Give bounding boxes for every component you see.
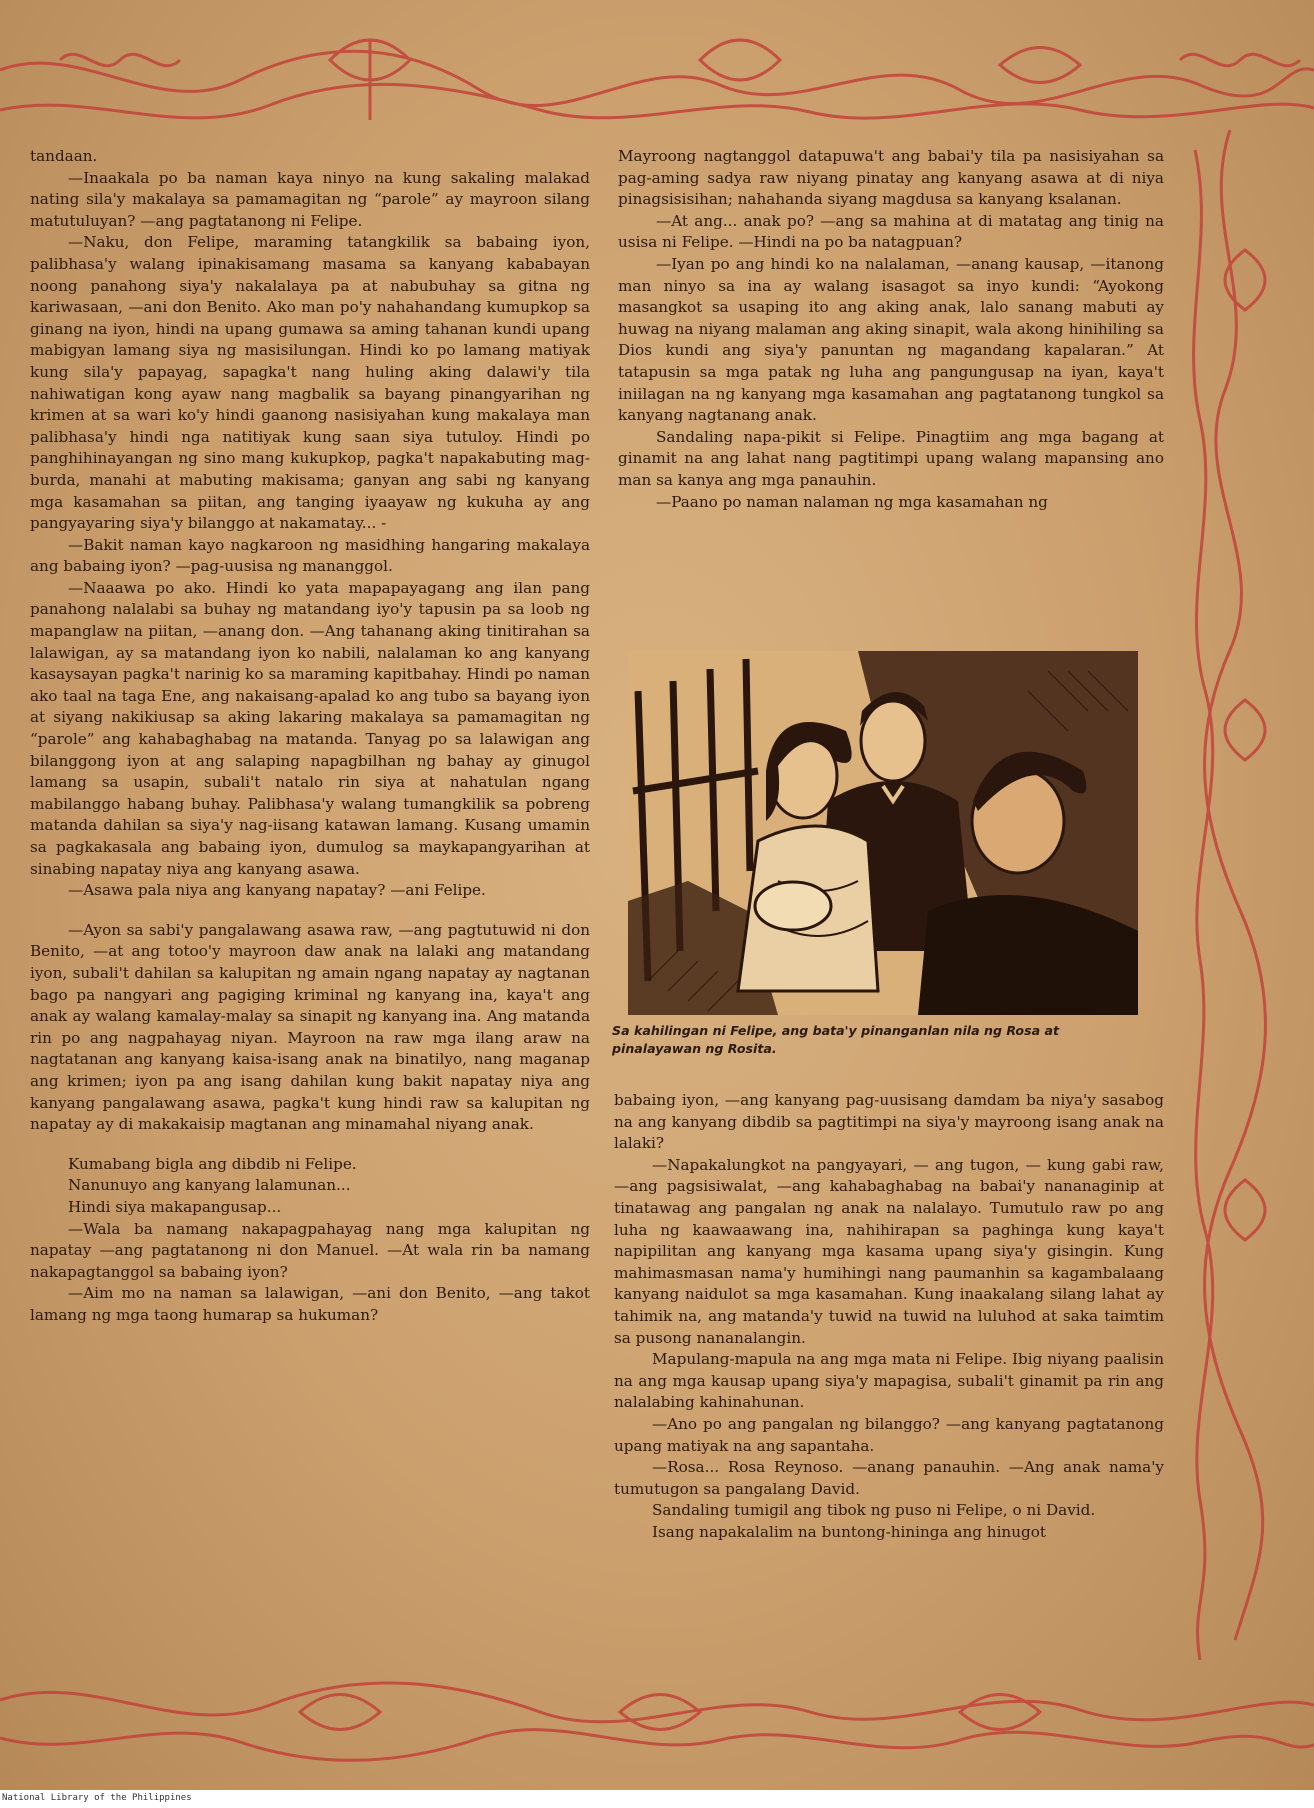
paragraph: —Napakalungkot na pangyayari, — ang tugon, — kung gabi raw, —ang pagsisiwalat, —ang kahabaghabag na babai'y nananaginip at tinatawag ang pangalan ng anak na nalalayo. Tumutulo raw po ang luha ng kaawaawang ina, nahihirapan sa paghinga kung kaya't napipilitan ang kanyang mga kasama upang siya'y gisingin. Kung mahimasmasan nama'y humihingi nang paumanhin sa kagambalaang kanyang naidulot sa mga kasamahan. Kung inaakalang silang lahat ay tahimik na, ang matanda'y tuwid na tuwid na luluhod at saka taimtim sa pusong nananalangin. — [614, 1155, 1164, 1347]
paragraph: —Aim mo na naman sa lalawigan, —ani don Benito, —ang takot lamang ng mga taong humarap sa hukuman? — [30, 1284, 590, 1324]
paragraph: —Ano po ang pangalan ng bilanggo? —ang kanyang pagtatanong upang matiyak na ang sapantaha. — [614, 1414, 1164, 1455]
paragraph: —Naku, don Felipe, maraming tatangkilik sa babaing iyon, palibhasa'y walang ipinakisamang masama sa kanyang kababayan noong panahong siya'y nakalalaya pa at nabubuhay sa gitna ng kariwasaan, —ani don Benito. Ako man po'y nahahandang kumupkop sa ginang na iyon, hindi na upang gumawa sa aming tahanan kundi upang mabigyan lamang siya ng masisilungan. Hindi ko po lamang matiyak kung sila'y papayag, sapagka't nang huling aking dalawi'y tila nahiwatigan kong ayaw nang magbalik sa bayang pinangyarihan ng krimen at sa wari ko'y hindi gaanong nasisiyahan kung makalaya man palibhasa'y hindi nga natitiyak kung saan siya tutuloy. Hindi po panghihinayangan ng sino mang kukupkop, pagka't napakabuting mag-burda, manahi at mabuting makisama; ganyan ang sabi ng kanyang mga kasamahan sa piitan, ang tanging iyaayaw ng kukuha ay ang pangyayaring siya'y bilanggo at nakamatay... - — [30, 233, 590, 533]
paragraph: —Iyan po ang hindi ko na nalalaman, —anang kausap, —itanong man ninyo sa ina ay walang isasagot sa inyo kundi: “Ayokong masangkot sa usaping ito ang aking anak, lalo sanang mabuti ay huwag na niyang malaman ang aking sinapit, wala akong hinihiling sa Dios kundi ang siya'y panuntan ng magandang kapalaran.” At tatapusin sa mga patak ng luha ang pangungusap na iyan, kaya't iniilagan na ng kanyang mga kasamahan ang pagtatanong tungkol sa kanyang nagtanang anak. — [618, 254, 1164, 425]
paragraph: —Naaawa po ako. Hindi ko yata mapapayagang ang ilan pang panahong nalalabi sa buhay ng matandang iyo'y tapusin pa sa loob ng mapanglaw na piitan, —anang don. —Ang tahanang aking tinitirahan sa lalawigan, ay sa matandang iyon ko nabili, nalalaman ko ang kanyang kasaysayan pagka't narinig ko sa maraming kapitbahay. Hindi po naman ako taal na taga Ene, ang nakaisang-apalad ko ang tubo sa bayang iyon at siyang nakikiusap sa aking lakaring makalaya sa pamamagitan ng “parole” ang kahabaghabag na matanda. Tanyag po sa lalawigan ang bilanggong iyon at ang salaping napagbilhan ng bahay ay ginugol lamang sa usapin, subali't natalo rin siya at nahatulan ngang mabilanggo habang buhay. Palibhasa'y walang tumangkilik sa pobreng matanda dahilan sa siya'y nag-iisang katawan lamang. Kusang umamin sa pagkakasala ang babaing iyon, dumulog sa maykapangyarihan at sinabing napatay niya ang kanyang asawa. — [30, 578, 590, 878]
paragraph: —Inaakala po ba naman kaya ninyo na kung sakaling malakad nating sila'y makalaya sa pamamagitan ng “parole” ay mayroon silang matutuluyan? —ang pagtatanong ni Felipe. — [30, 168, 590, 230]
paragraph: Sandaling tumigil ang tibok ng puso ni Felipe, o ni David. — [652, 1501, 1096, 1520]
paragraph: —Wala ba namang nakapagpahayag nang mga kalupitan ng napatay —ang pagtatanong ni don Manuel. —At wala rin ba namang nakapagtanggol sa babaing iyon? — [30, 1219, 590, 1281]
paragraph: Mapulang-mapula na ang mga mata ni Felipe. Ibig niyang paalisin na ang mga kausap upang siya'y mapagisa, subali't ginamit pa rin ang nalalabing kahinahunan. — [614, 1350, 1164, 1412]
right-text-column-top — [618, 146, 1164, 513]
paragraph: Kumabang bigla ang dibdib ni Felipe. — [68, 1154, 357, 1173]
right-text-column-bottom — [614, 1090, 1164, 1543]
left-text-column — [30, 146, 590, 1326]
paragraph: —Bakit naman kayo nagkaroon ng masidhing hangaring makalaya ang babaing iyon? —pag-uusisa ng mananggol. — [30, 535, 590, 576]
illustration-caption: Sa kahilingan ni Felipe, ang bata'y pinanganlan nila ng Rosa at pinalayawan ng Rosita. — [612, 1023, 1059, 1056]
paragraph: —Asawa pala niya ang kanyang napatay? —ani Felipe. — [68, 881, 486, 900]
paragraph: —At ang... anak po? —ang sa mahina at di matatag ang tinig na usisa ni Felipe. —Hindi na po ba natagpuan? — [618, 211, 1164, 252]
paragraph: Sandaling napa-pikit si Felipe. Pinagtiim ang mga bagang at ginamit na ang lahat nang pagtitimpi upang walang mapansing ano man sa kanya ang mga panauhin. — [618, 427, 1164, 489]
paragraph: Hindi siya makapangusap... — [68, 1197, 282, 1216]
paragraph: Isang napakalalim na buntong-hininga ang hinugot — [652, 1522, 1046, 1541]
story-illustration — [628, 651, 1138, 1015]
paragraph: Mayroong nagtanggol datapuwa't ang babai'y tila pa nasisiyahan sa pag-aming sadya raw niyang pinatay ang kanyang asawa at di niya pinagsisisihan; nahahanda siyang magdusa sa kanyang ksalanan. — [618, 147, 1164, 209]
library-footer: National Library of the Philippines — [2, 1793, 192, 1803]
paragraph: babaing iyon, —ang kanyang pag-uusisang damdam ba niya'y sasabog na ang kanyang dibdib sa pagtitimpi na siya'y mayroong isang anak na lalaki? — [614, 1091, 1164, 1153]
paragraph: tandaan. — [30, 147, 98, 165]
paragraph: —Paano po naman nalaman ng mga kasamahan ng — [656, 492, 1048, 511]
paragraph: Nanunuyo ang kanyang lalamunan... — [68, 1176, 351, 1195]
paragraph: —Ayon sa sabi'y pangalawang asawa raw, —ang pagtutuwid ni don Benito, —at ang totoo'y mayroon daw anak na lalaki ang matandang iyon, subali't dahilan sa kalupitan ng amain ngang napatay ay nagtanan bago pa nangyari ang pagiging kriminal ng kanyang ina, kaya't ang anak ay walang kamalay-malay sa sinapit ng kanyang ina. Ang matanda rin po ang nagpahayag niyan. Mayroon na raw mga ilang araw na nagtatanan ang kanyang kaisa-isang anak na binatilyo, nang maganap ang krimen; iyon pa ang isang dahilan kung bakit napatay niya ang kanyang pangalawang asawa, pagka't kung hindi raw sa kalupitan ng napatay ay di makakaisip magtanan ang minamahal niyang anak. — [30, 920, 590, 1134]
paragraph: —Rosa... Rosa Reynoso. —anang panauhin. —Ang anak nama'y tumutugon sa pangalang David. — [614, 1458, 1164, 1498]
